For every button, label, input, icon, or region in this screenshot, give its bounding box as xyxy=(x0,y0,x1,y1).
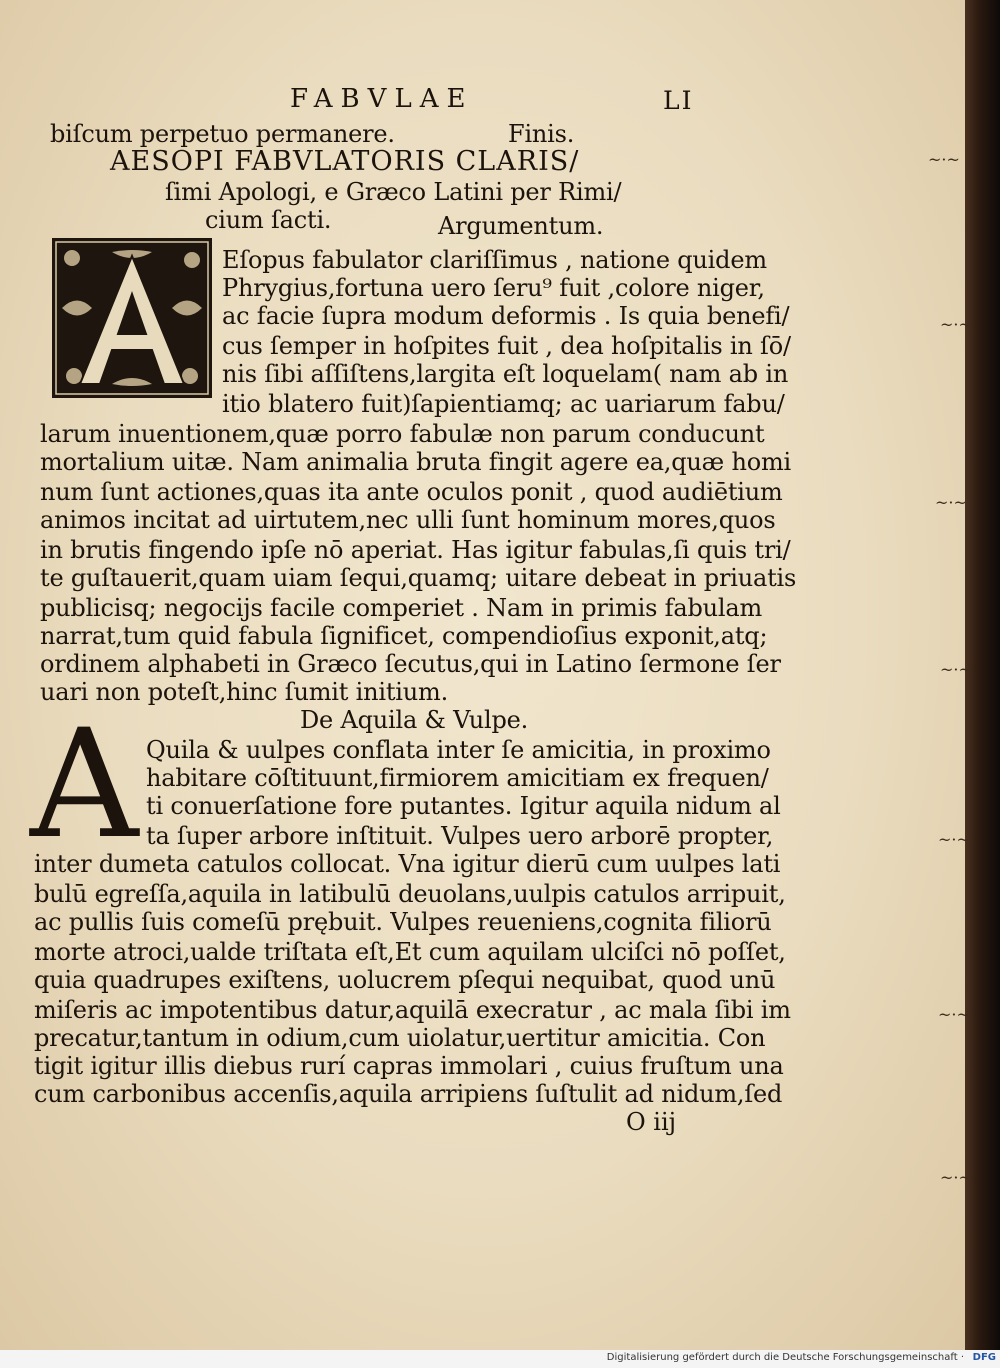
text-line: morte atroci,ualde triſtata eſt,Et cum aquilam ulciſci nō poſſet, xyxy=(34,938,786,966)
footer-credit: Digitalisierung gefördert durch die Deutsche Forschungsgemeinschaft · xyxy=(606,1352,964,1363)
text-line: ta ſuper arbore inſtituit. Vulpes uero arborē propter, xyxy=(146,822,774,850)
text-line: ti conuerſatione fore putantes. Igitur aquila nidum al xyxy=(146,792,781,820)
fable-title: De Aquila & Vulpe. xyxy=(300,706,529,734)
text-line: inter dumeta catulos collocat. Vna igitur dierū cum uulpes lati xyxy=(34,850,781,878)
text-line: narrat,tum quid fabula ſignificet, compendioſius exponit,atq; xyxy=(40,622,768,650)
text-line: ac pullis ſuis comeſū prębuit. Vulpes reueniens,cognita filiorū xyxy=(34,908,772,936)
fable-initial: A xyxy=(30,698,139,872)
running-title: FABVLAE xyxy=(290,84,474,114)
text-line: uari non poteſt,hinc ſumit initium. xyxy=(40,678,449,706)
margin-mark-icon: ~·~ xyxy=(938,830,970,849)
text-line: cum carbonibus accenſis,aquila arripiens ſuſtulit ad nidum,ſed xyxy=(34,1080,783,1108)
text-line: ac facie ſupra modum deformis . Is quia benefi/ xyxy=(222,302,790,330)
margin-mark-icon: ~·~ xyxy=(940,315,972,334)
margin-mark-icon: ~·~ xyxy=(940,1168,972,1187)
folio-number: LI xyxy=(663,86,694,115)
text-line: Phrygius,fortuna uero ſeru⁹ fuit ,colore niger, xyxy=(222,274,765,302)
margin-mark-icon: ~·~ xyxy=(940,660,972,679)
text-line: Quila & uulpes conflata inter ſe amicitia, in proximo xyxy=(146,736,771,764)
dfg-logo: DFG xyxy=(972,1352,996,1363)
argument-heading: Argumentum. xyxy=(438,212,604,240)
margin-mark-icon: ~·~ xyxy=(938,1005,970,1024)
text-line: miſeris ac impotentibus datur,aquilā execratur , ac mala ſibi im xyxy=(34,996,791,1024)
catchword: O iij xyxy=(626,1108,677,1136)
finis-label: Finis. xyxy=(508,120,575,148)
margin-mark-icon: ~·~ xyxy=(935,493,967,512)
text-line: animos incitat ad uirtutem,nec ulli ſunt hominum mores,quos xyxy=(40,506,776,534)
text-line: te guſtauerit,quam uiam ſequi,quamq; uitare debeat in priuatis xyxy=(40,564,797,592)
text-line: precatur,tantum in odium,cum uiolatur,uertitur amicitia. Con xyxy=(34,1024,766,1052)
text-line: cus ſemper in hoſpites fuit , dea hoſpitalis in ſō/ xyxy=(222,332,791,360)
text-line: itio blatero fuit)ſapientiamq; ac uariarum fabu/ xyxy=(222,390,785,418)
ornate-initial-A xyxy=(52,238,212,398)
text-line: nis ſibi aſſiſtens,largita eſt loquelam( nam ab in xyxy=(222,360,789,388)
text-line: mortalium uitæ. Nam animalia bruta fingit agere ea,quæ homi xyxy=(40,448,791,476)
text-line: ordinem alphabeti in Græco ſecutus,qui in Latino ſermone ſer xyxy=(40,650,781,678)
text-line: bulū egreſſa,aquila in latibulū deuolans,uulpis catulos arripuit, xyxy=(34,880,786,908)
text-line: publicisq; negocijs facile comperiet . Nam in primis fabulam xyxy=(40,594,763,622)
text-line: quia quadrupes exiſtens, uolucrem pſequi nequibat, quod unū xyxy=(34,966,776,994)
title-line: cium ſacti. xyxy=(205,206,332,234)
title-line: AESOPI FABVLATORIS CLARIS/ xyxy=(110,146,580,177)
text-line: biſcum perpetuo permanere. xyxy=(50,120,395,148)
margin-mark-icon: ~·~ xyxy=(928,150,960,169)
text-line: larum inuentionem,quæ porro fabulæ non parum conducunt xyxy=(40,420,765,448)
title-line: ſimi Apologi, e Græco Latini per Rimi/ xyxy=(165,178,622,206)
text-line: tigit igitur illis diebus rurí capras immolari , cuius fruſtum una xyxy=(34,1052,784,1080)
text-line: habitare cōſtituunt,firmiorem amicitiam ex frequen/ xyxy=(146,764,769,792)
text-line: in brutis fingendo ipſe nō aperiat. Has igitur fabulas,ſi quis tri/ xyxy=(40,536,791,564)
text-line: num ſunt actiones,quas ita ante oculos ponit , quod audiētium xyxy=(40,478,783,506)
text-line: Eſopus fabulator clariſſimus , natione quidem xyxy=(222,246,767,274)
